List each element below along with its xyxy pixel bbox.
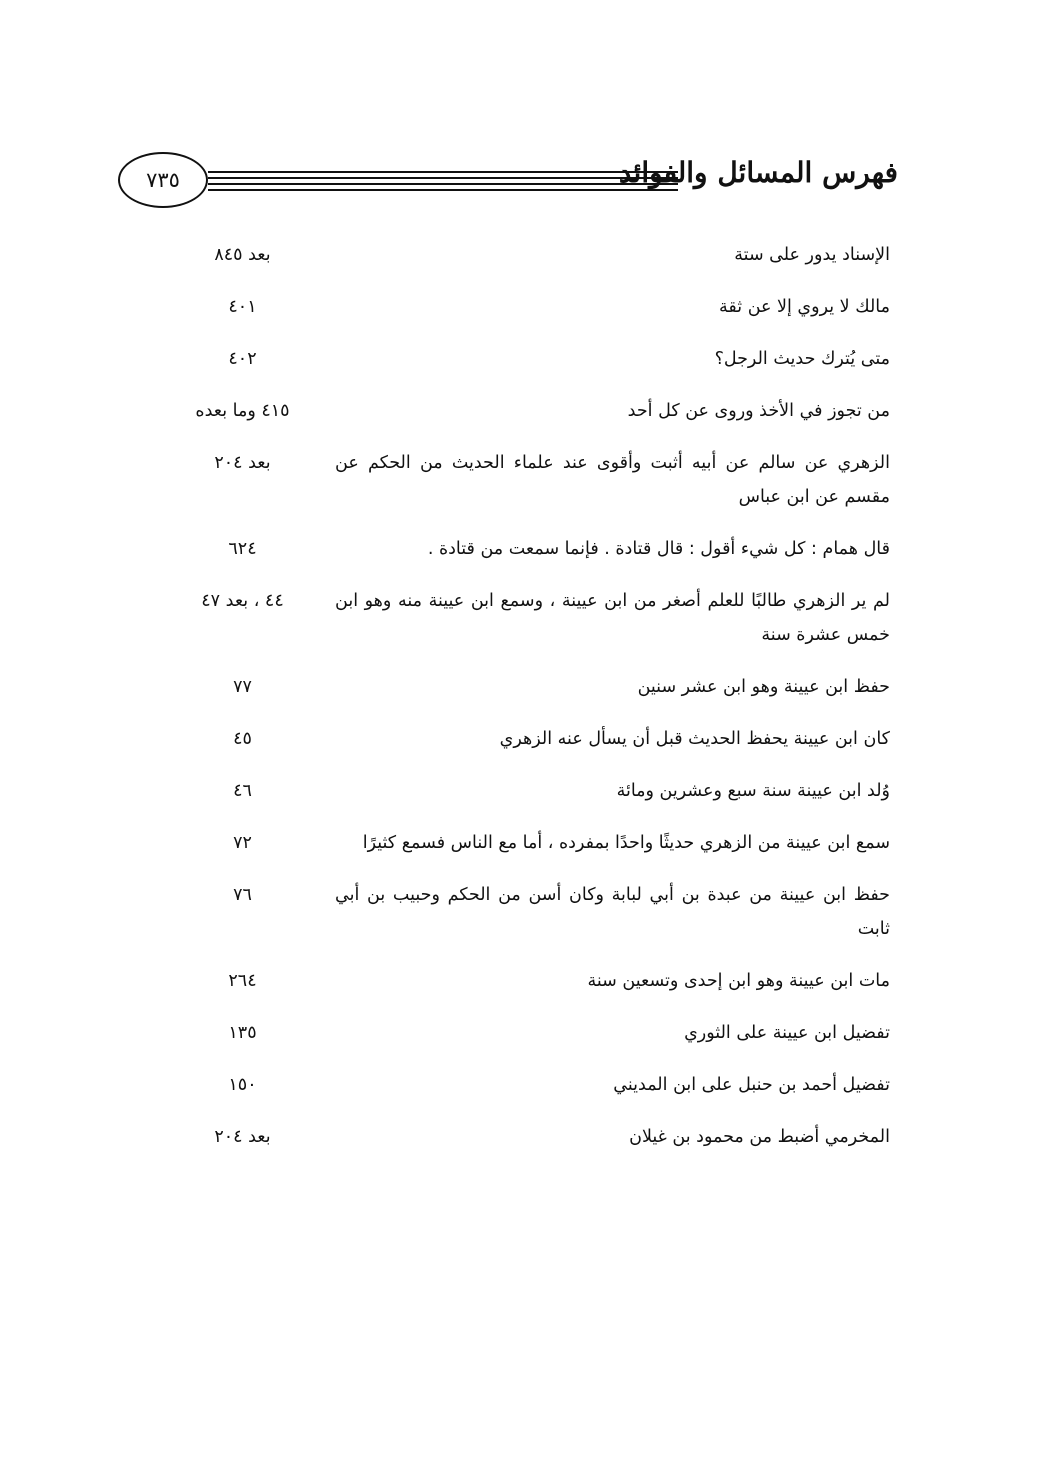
page-header	[118, 150, 898, 212]
index-entry	[150, 584, 890, 652]
entry-text: الإسناد يدور على ستة	[734, 245, 890, 265]
index-entry	[150, 290, 890, 324]
entry-page-ref: ٤٠٢	[228, 349, 257, 369]
header-rule	[208, 177, 678, 179]
index-entry	[150, 532, 890, 566]
index-entry	[150, 670, 890, 704]
entry-page-ref: ٢٦٤	[228, 971, 257, 991]
index-entry	[150, 446, 890, 514]
entry-text: وُلد ابن عيينة سنة سبع وعشرين ومائة	[616, 781, 890, 801]
header-rule	[208, 171, 678, 173]
entry-text: الزهري عن سالم عن أبيه أثبت وأقوى عند علماء الحديث من الحكم عن مقسم عن ابن عباس	[335, 453, 890, 507]
index-entry	[150, 238, 890, 272]
entry-text: حفظ ابن عيينة من عبدة بن أبي لبابة وكان أسن من الحكم وحبيب بن أبي ثابت	[335, 885, 890, 939]
entry-page-ref: ٦٢٤	[228, 539, 257, 559]
entry-text: كان ابن عيينة يحفظ الحديث قبل أن يسأل عنه الزهري	[499, 729, 890, 749]
header-rule	[208, 189, 678, 191]
header-rule	[208, 183, 678, 185]
entry-page-ref: ٤٥	[233, 729, 252, 749]
entry-page-ref: ١٣٥	[228, 1023, 257, 1043]
index-entry	[150, 342, 890, 376]
entry-page-ref: ٤١٥ وما بعده	[195, 401, 290, 421]
entry-text: حفظ ابن عيينة وهو ابن عشر سنين	[637, 677, 890, 697]
index-entry	[150, 774, 890, 808]
page-number: ٧٣٥	[118, 152, 208, 208]
index-entry	[150, 1016, 890, 1050]
index-entry	[150, 964, 890, 998]
index-entry	[150, 1068, 890, 1102]
entry-text: سمع ابن عيينة من الزهري حديثًا واحدًا بمفرده ، أما مع الناس فسمع كثيرًا	[362, 833, 890, 853]
entry-page-ref: ١٥٠	[228, 1075, 257, 1095]
entry-page-ref: ٤٤ ، بعد ٤٧	[201, 591, 284, 611]
index-entry	[150, 1120, 890, 1154]
entry-page-ref: بعد ٨٤٥	[214, 245, 271, 265]
entry-page-ref: بعد ٢٠٤	[214, 453, 271, 473]
entry-text: المخرمي أضبط من محمود بن غيلان	[629, 1127, 890, 1147]
entry-text: متى يُترك حديث الرجل؟	[714, 349, 890, 369]
entry-page-ref: بعد ٢٠٤	[214, 1127, 271, 1147]
index-title: فهرس المسائل والفوائد	[618, 156, 898, 189]
entry-text: مات ابن عيينة وهو ابن إحدى وتسعين سنة	[587, 971, 890, 991]
entry-page-ref: ٤٠١	[228, 297, 257, 317]
index-entries	[150, 238, 890, 1172]
entry-text: لم ير الزهري طالبًا للعلم أصغر من ابن عيينة ، وسمع ابن عيينة منه وهو ابن خمس عشرة سنة	[335, 591, 890, 645]
entry-text: تفضيل ابن عيينة على الثوري	[684, 1023, 890, 1043]
entry-page-ref: ٤٦	[233, 781, 252, 801]
index-entry	[150, 878, 890, 946]
entry-page-ref: ٧٧	[233, 677, 252, 697]
entry-text: مالك لا يروي إلا عن ثقة	[719, 297, 890, 317]
entry-page-ref: ٧٢	[233, 833, 252, 853]
index-entry	[150, 722, 890, 756]
entry-page-ref: ٧٦	[233, 885, 252, 905]
entry-text: من تجوز في الأخذ وروى عن كل أحد	[627, 401, 890, 421]
index-entry	[150, 394, 890, 428]
entry-text: قال همام : كل شيء أقول : قال قتادة . فإنما سمعت من قتادة .	[427, 539, 890, 559]
index-entry	[150, 826, 890, 860]
entry-text: تفضيل أحمد بن حنبل على ابن المديني	[613, 1075, 890, 1095]
